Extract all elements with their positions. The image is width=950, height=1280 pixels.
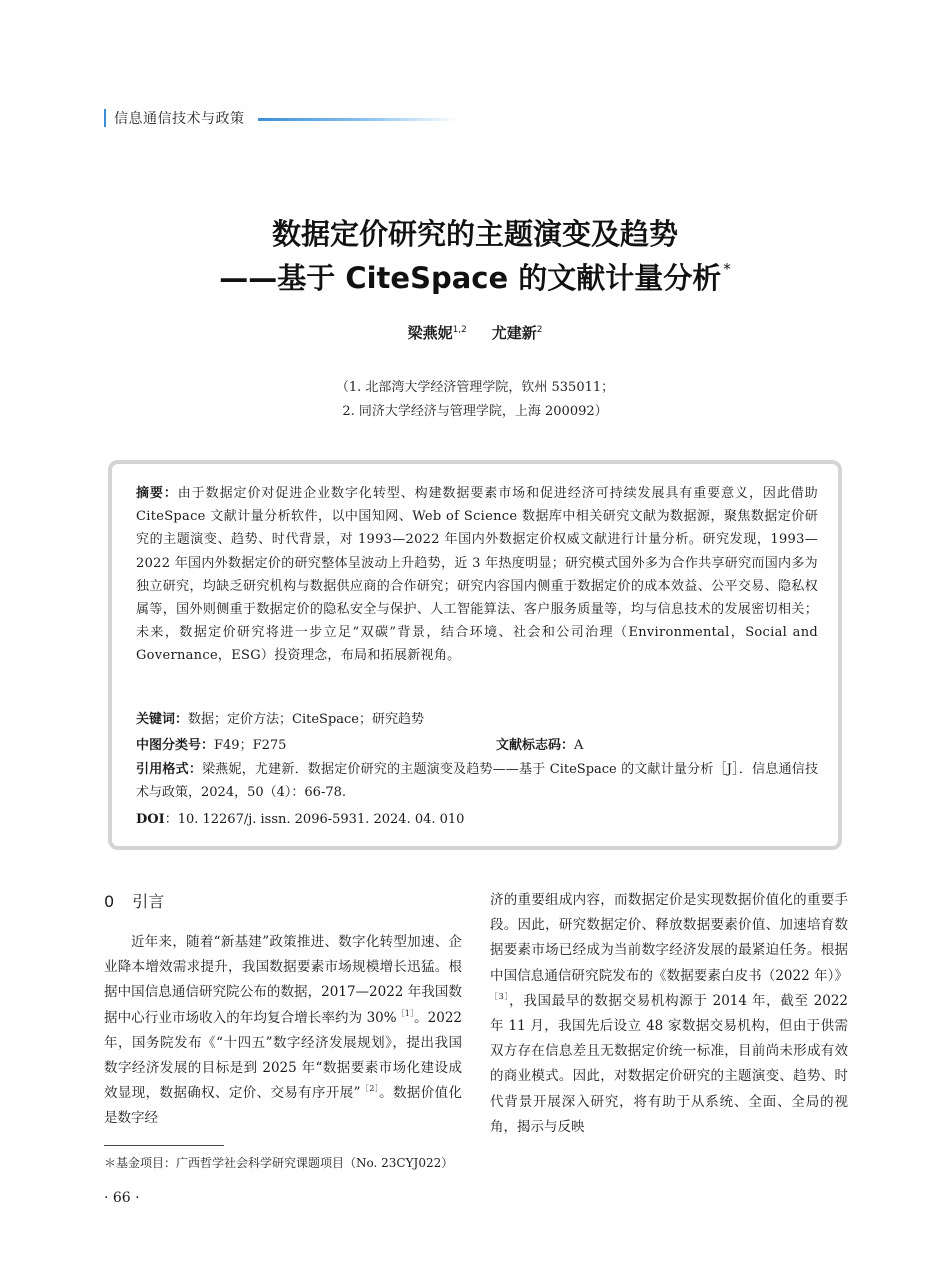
author-2: 尤建新$^2$ bbox=[491, 324, 543, 342]
reference-2[interactable]: ［2］ bbox=[360, 1084, 380, 1094]
body-right-column bbox=[490, 888, 848, 1140]
footnote-divider bbox=[104, 1145, 224, 1146]
body-left-column bbox=[104, 888, 462, 1132]
journal-section-header bbox=[104, 106, 245, 130]
page-number: · 66 · bbox=[104, 1190, 140, 1206]
header-gradient-line bbox=[258, 118, 458, 121]
reference-1[interactable]: ［1］ bbox=[396, 1008, 415, 1018]
affiliation-2: 2. 同济大学经济与管理学院，上海 200092） bbox=[342, 404, 608, 419]
body-paragraph: 济的重要组成内容，而数据定价是实现数据价值化的重要手段。因此，研究数据定价、释放数据要素价值、加速培育数据要素市场已经成为当前数字经济发展的最紧迫任务。根据中国信息通信研究院发布的《数据要素白皮书（2022 年）》$^{[3]}$，我国最早的数据交易机构源于 2014 年，截至 2022 年 11 月，我国先后设立 48 家数据交易机构，但由于供需双方存在信息差且无数据定价统一标准，目前尚未形成有效的商业模式。因此，对数据定价研究的主题演变、趋势、时代背景开展深入研究，将有助于从系统、全面、全局的视角，揭示与反映 bbox=[490, 892, 849, 1135]
title-footnote-mark: * bbox=[723, 260, 731, 278]
paper-title: 数据定价研究的主题演变及趋势 bbox=[271, 217, 678, 251]
section-heading: 0 引言 bbox=[104, 892, 165, 911]
abstract-box bbox=[108, 460, 842, 850]
body-paragraph: 近年来，随着“新基建”政策推进、数字化转型加速、企业降本增效需求提升，我国数据要素市场规模增长迅猛。根据中国信息通信研究院公布的数据，2017—2022 年我国数据中心行业市场收入的年均复合增长率约为 30%$^{[1]}$。2022 年，国务院发布《“十四五”数字经济发展规划》，提出我国数字经济发展的目标是到 2025 年“数据要素市场化建设成效显现，数据确权、定价、交易有序开展”$^{[2]}$。数据价值化是数字经 bbox=[104, 934, 463, 1127]
header-accent-bar bbox=[104, 109, 106, 127]
clc-number: 中图分类号：F49；F275 bbox=[136, 738, 287, 753]
reference-3[interactable]: ［3］ bbox=[490, 991, 510, 1001]
affiliation-1: （1. 北部湾大学经济管理学院，钦州 535011； bbox=[335, 380, 615, 395]
doi[interactable]: DOI：10. 12267/j. issn. 2096-5931. 2024. 04. 010 bbox=[136, 812, 465, 827]
funding-footnote: ＊基金项目：广西哲学社会科学研究课题项目（No. 23CYJ022） bbox=[104, 1156, 454, 1170]
journal-section-title: 信息通信技术与政策 bbox=[114, 111, 245, 127]
abstract: 摘要：由于数据定价对促进企业数字化转型、构建数据要素市场和促进经济可持续发展具有重要意义，因此借助 CiteSpace 文献计量分析软件，以中国知网、Web of Science 数据库中相关研究文献为数据源，聚焦数据定价研究的主题演变、趋势、时代背景，对 1993—2022 年国内外数据定价权威文献进行计量分析。研究发现，1993—2022 年国内外数据定价的研究整体呈波动上升趋势，近 3 年热度明显；研究模式国外多为合作共享研究而国内多为独立研究，均缺乏研究机构与数据供应商的合作研究；研究内容国内侧重于数据定价的成本效益、公平交易、隐私权属等，国外则侧重于数据定价的隐私安全与保护、人工智能算法、客户服务质量等，均与信息技术的发展密切相关；未来，数据定价研究将进一步立足“双碳”背景，结合环境、社会和公司治理（Environmental，Social and Governance，ESG）投资理念，布局和拓展新视角。 bbox=[136, 486, 818, 664]
author-1: 梁燕妮$^{1,2}$ bbox=[407, 324, 467, 342]
document-code: 文献标志码：A bbox=[496, 738, 584, 753]
citation-format: 引用格式：梁燕妮，尤建新．数据定价研究的主题演变及趋势——基于 CiteSpace 的文献计量分析［J］．信息通信技术与政策，2024，50（4）：66-78. bbox=[136, 762, 818, 800]
keywords: 关键词：数据；定价方法；CiteSpace；研究趋势 bbox=[136, 712, 424, 727]
paper-subtitle: ——基于 CiteSpace 的文献计量分析 * bbox=[219, 260, 731, 295]
author-list bbox=[0, 322, 950, 343]
